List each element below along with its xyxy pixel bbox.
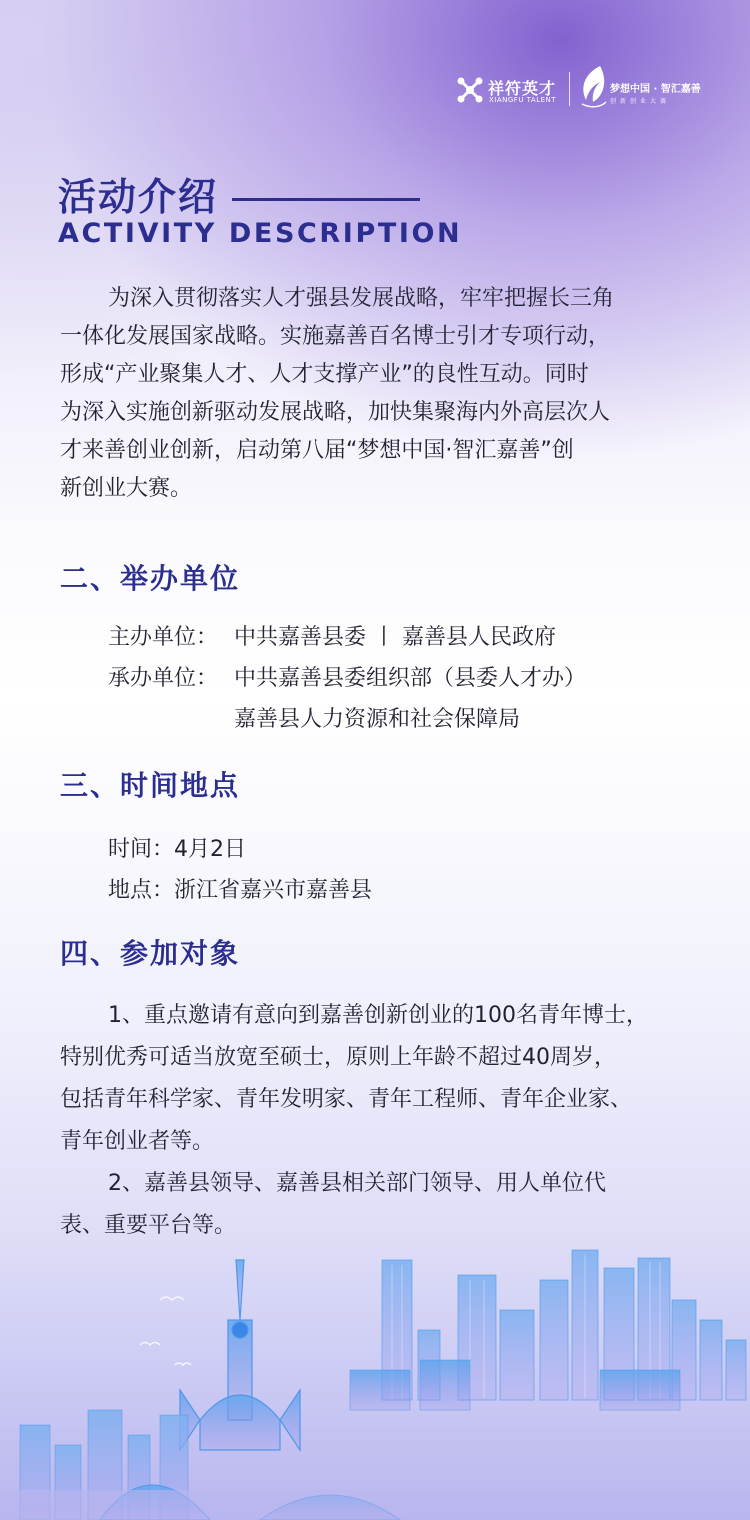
co-organizer-value: 中共嘉善县委组织部（县委人才办） (234, 666, 587, 691)
molecule-x-icon (456, 76, 484, 104)
section-heading-organizers: 二、举办单位 (60, 562, 241, 595)
header-logos (452, 64, 712, 110)
brand-name: 祥符英才 (488, 79, 557, 98)
section-heading-participants: 四、参加对象 (60, 937, 241, 970)
participant-line: 1、重点邀请有意向到嘉善创新创业的100名青年博士， (108, 1003, 648, 1028)
city-skyline-illustration (0, 1220, 750, 1520)
event-name: 梦想中国 · 智汇嘉善 (610, 84, 701, 95)
intro-line: 新创业大赛。 (60, 476, 193, 501)
co-organizer-value: 嘉善县人力资源和社会保障局 (234, 707, 521, 732)
title-underline (232, 198, 420, 201)
participant-line: 青年创业者等。 (60, 1129, 215, 1154)
intro-line: 为深入贯彻落实人才强县发展战略，牢牢把握长三角 (108, 286, 615, 311)
event-subtitle: 创新创业大赛 (610, 98, 671, 105)
page-title: 活动介绍 (58, 175, 219, 219)
intro-line: 才来善创业创新，启动第八届“梦想中国·智汇嘉善”创 (60, 438, 574, 463)
participant-line: 表、重要平台等。 (60, 1213, 237, 1238)
co-organizer-label: 承办单位： (108, 666, 219, 691)
intro-line: 为深入实施创新驱动发展战略，加快集聚海内外高层次人 (60, 400, 611, 425)
intro-line: 一体化发展国家战略。实施嘉善百名博士引才专项行动， (60, 324, 611, 349)
host-label: 主办单位： (108, 625, 219, 650)
logo-divider (569, 72, 570, 106)
brand-name-en: XIANGFU TALENT (489, 96, 557, 104)
intro-line: 形成“产业聚集人才、人才支撑产业”的良性互动。同时 (60, 362, 589, 387)
event-time: 时间：4月2日 (108, 837, 246, 862)
participant-line: 特别优秀可适当放宽至硕士，原则上年龄不超过40周岁， (60, 1045, 616, 1070)
leaf-flame-icon (578, 64, 608, 108)
page-title-en: ACTIVITY DESCRIPTION (58, 218, 463, 249)
section-heading-time-place: 三、时间地点 (60, 769, 241, 802)
host-value: 中共嘉善县委 丨 嘉善县人民政府 (234, 625, 556, 650)
participant-line: 包括青年科学家、青年发明家、青年工程师、青年企业家、 (60, 1087, 633, 1112)
event-place: 地点：浙江省嘉兴市嘉善县 (108, 878, 373, 903)
participant-line: 2、嘉善县领导、嘉善县相关部门领导、用人单位代 (108, 1171, 606, 1196)
